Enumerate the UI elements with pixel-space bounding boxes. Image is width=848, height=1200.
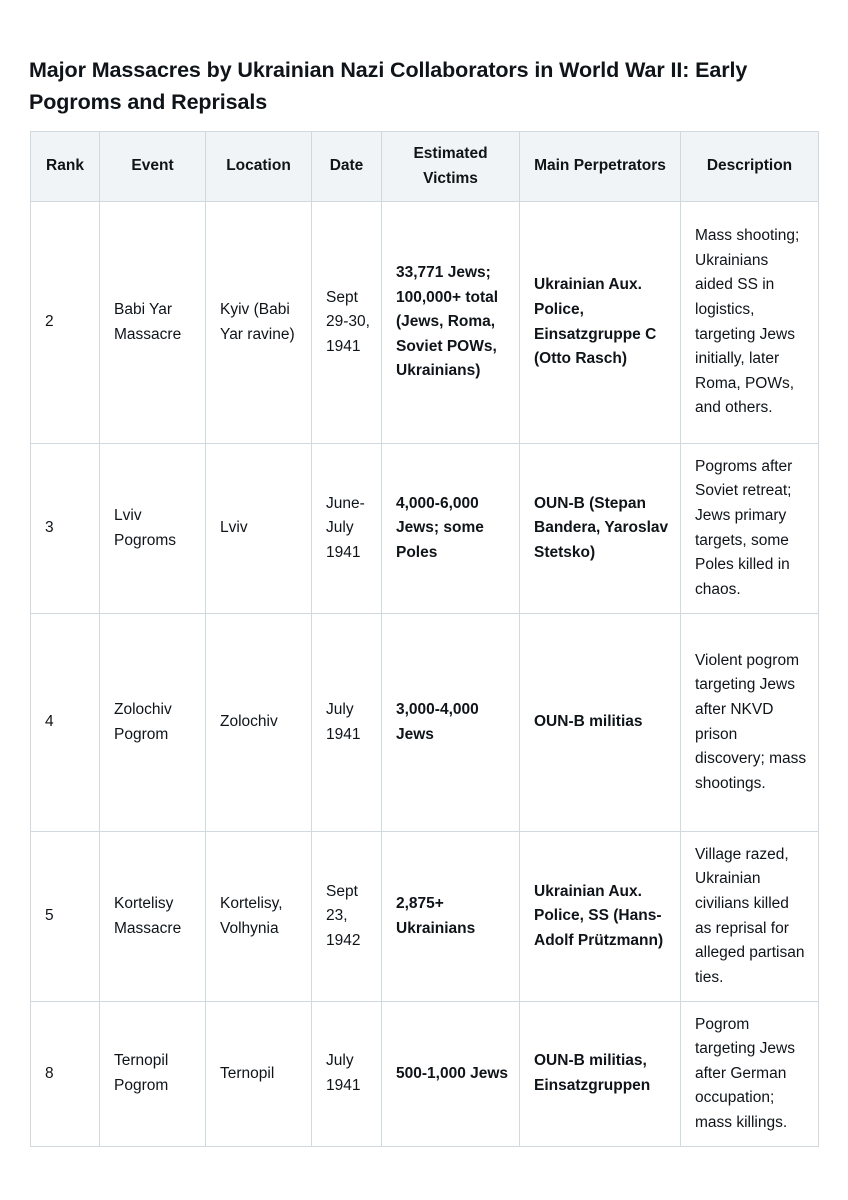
column-header-description: Description [681,132,819,202]
column-header-perpetrators: Main Perpetrators [520,132,681,202]
cell-description: Pogrom targeting Jews after German occupation; mass killings. [681,1002,819,1147]
cell-date: Sept 29-30, 1941 [312,202,382,444]
column-header-date: Date [312,132,382,202]
table-row [31,832,819,1002]
cell-perpetrators: OUN-B militias [520,614,681,832]
table-row [31,1002,819,1147]
cell-date: July 1941 [312,614,382,832]
cell-rank: 8 [31,1002,100,1147]
massacres-table [30,131,819,1147]
column-header-victims: Estimated Victims [382,132,520,202]
cell-victims: 500-1,000 Jews [382,1002,520,1147]
cell-date: Sept 23, 1942 [312,832,382,1002]
table-row [31,202,819,444]
cell-victims: 2,875+ Ukrainians [382,832,520,1002]
cell-event: Lviv Pogroms [100,444,206,614]
cell-location: Lviv [206,444,312,614]
column-header-event: Event [100,132,206,202]
cell-date: July 1941 [312,1002,382,1147]
table-row [31,444,819,614]
cell-perpetrators: Ukrainian Aux. Police, Einsatzgruppe C (Otto Rasch) [520,202,681,444]
cell-perpetrators: Ukrainian Aux. Police, SS (Hans-Adolf Prützmann) [520,832,681,1002]
cell-location: Kyiv (Babi Yar ravine) [206,202,312,444]
cell-victims: 4,000-6,000 Jews; some Poles [382,444,520,614]
cell-description: Pogroms after Soviet retreat; Jews primary targets, some Poles killed in chaos. [681,444,819,614]
cell-victims: 3,000-4,000 Jews [382,614,520,832]
cell-description: Village razed, Ukrainian civilians killed as reprisal for alleged partisan ties. [681,832,819,1002]
cell-location: Ternopil [206,1002,312,1147]
table-header-row [31,132,819,202]
cell-perpetrators: OUN-B militias, Einsatzgruppen [520,1002,681,1147]
cell-event: Babi Yar Massacre [100,202,206,444]
cell-rank: 5 [31,832,100,1002]
cell-location: Kortelisy, Volhynia [206,832,312,1002]
cell-date: June-July 1941 [312,444,382,614]
cell-victims: 33,771 Jews; 100,000+ total (Jews, Roma, Soviet POWs, Ukrainians) [382,202,520,444]
column-header-rank: Rank [31,132,100,202]
page-title: Major Massacres by Ukrainian Nazi Collaborators in World War II: Early Pogroms and Reprisals [29,58,748,114]
cell-rank: 3 [31,444,100,614]
cell-event: Zolochiv Pogrom [100,614,206,832]
cell-location: Zolochiv [206,614,312,832]
table-row [31,614,819,832]
column-header-location: Location [206,132,312,202]
cell-rank: 2 [31,202,100,444]
cell-perpetrators: OUN-B (Stepan Bandera, Yaroslav Stetsko) [520,444,681,614]
cell-description: Violent pogrom targeting Jews after NKVD prison discovery; mass shootings. [681,614,819,832]
cell-event: Kortelisy Massacre [100,832,206,1002]
cell-event: Ternopil Pogrom [100,1002,206,1147]
cell-description: Mass shooting; Ukrainians aided SS in logistics, targeting Jews initially, later Roma, POWs, and others. [681,202,819,444]
cell-rank: 4 [31,614,100,832]
